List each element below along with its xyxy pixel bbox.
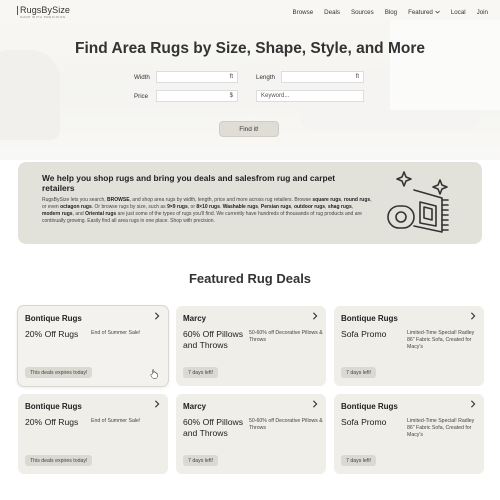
logo-tagline: SHOP WITH PRECISION — [20, 14, 66, 19]
nav-browse[interactable]: Browse — [292, 8, 314, 16]
deal-brand: Marcy — [183, 314, 207, 323]
deal-description: 50-60% off Decorative Pillows & Throws — [249, 418, 323, 432]
deal-headline: 60% Off Pillows and Throws — [183, 329, 244, 351]
deal-expiry-badge: 7 days left! — [341, 455, 376, 466]
deal-headline: 60% Off Pillows and Throws — [183, 417, 244, 439]
link-shag-rugs[interactable]: shag rugs — [327, 203, 352, 210]
deal-headline: Sofa Promo — [341, 417, 387, 427]
nav-deals[interactable]: Deals — [324, 8, 340, 16]
deal-description: End of Summer Sale! — [91, 418, 141, 424]
width-label: Width — [134, 74, 150, 81]
deal-description: End of Summer Sale! — [91, 330, 141, 336]
nav-featured-label: Featured — [408, 8, 433, 16]
price-unit: $ — [229, 93, 233, 99]
about-panel — [18, 162, 482, 244]
nav-join[interactable]: Join — [476, 8, 488, 16]
link-9x9-rugs[interactable]: 9×9 rugs — [167, 203, 188, 210]
deal-brand: Marcy — [183, 402, 207, 411]
link-8x10-rugs[interactable]: 8×10 rugs — [196, 203, 220, 210]
width-unit: ft — [229, 74, 233, 80]
link-modern-rugs[interactable]: modern rugs — [42, 210, 73, 217]
deal-headline: 20% Off Rugs — [25, 417, 79, 427]
about-title: We help you shop rugs and bring you deals and salesfrom rug and carpet retailers — [42, 173, 336, 194]
link-persian-rugs[interactable]: Persian rugs — [260, 203, 292, 210]
page-title: Find Area Rugs by Size, Shape, Style, and More — [75, 40, 425, 57]
keyword-input[interactable] — [256, 90, 364, 102]
deal-headline: 20% Off Rugs — [25, 329, 79, 339]
deal-description: Limited-Time Special! Radley 86" Fabric Sofa, Created for Macy's — [407, 418, 475, 439]
chevron-right-icon[interactable] — [312, 400, 318, 408]
chevron-right-icon[interactable] — [312, 312, 318, 320]
link-round-rugs[interactable]: round rugs — [343, 197, 371, 203]
chevron-right-icon[interactable] — [154, 400, 160, 408]
length-label: Length — [256, 74, 275, 81]
deal-card[interactable] — [334, 394, 484, 474]
deal-brand: Bontique Rugs — [341, 402, 398, 411]
deal-card[interactable] — [176, 306, 326, 386]
nav-sources[interactable]: Sources — [350, 8, 374, 16]
length-input[interactable] — [281, 71, 364, 83]
price-input[interactable] — [156, 90, 238, 102]
hand-pointer-icon — [150, 369, 158, 379]
keyword-placeholder: Keyword... — [261, 93, 290, 99]
deal-brand: Bontique Rugs — [25, 402, 82, 411]
nav-featured[interactable] — [408, 9, 440, 16]
deal-expiry-badge: 7 days left! — [183, 367, 218, 378]
link-outdoor-rugs[interactable]: outdoor rugs — [293, 203, 326, 210]
find-it-button[interactable]: Find it! — [219, 121, 279, 137]
deal-card[interactable] — [18, 394, 168, 474]
deal-description: 50-60% off Decorative Pillows & Throws — [249, 330, 323, 344]
chevron-right-icon[interactable] — [470, 400, 476, 408]
price-label: Price — [134, 93, 149, 100]
chevron-down-icon — [435, 10, 440, 14]
length-unit: ft — [355, 74, 359, 80]
deal-card[interactable] — [18, 306, 168, 386]
link-washable-rugs[interactable]: Washable rugs — [222, 203, 259, 210]
deal-card[interactable] — [334, 306, 484, 386]
featured-title: Featured Rug Deals — [188, 271, 312, 286]
deal-expiry-badge: 7 days left! — [183, 455, 218, 466]
deal-expiry-badge: 7 days left! — [341, 367, 376, 378]
chevron-right-icon[interactable] — [470, 312, 476, 320]
deal-expiry-badge: This deals expires today! — [25, 455, 92, 466]
about-text: RugsBySize lets you search, BROWSE, and shop area rugs by width, length, price and more across rug retailers. Browse square rugs, round rugs, or even octagon rugs. Or browse rugs by size, such as 9×9 rugs, or 8×10 rugs. Washable rugs, Persian rugs, outdoor rugs, shag rugs, modern rugs, and Oriental rugs are just some of the types of rugs you'll find. We currently have hundreds of thousands of rug products and are continually growing. Easily find all area rugs in one place. Shop with precision. — [42, 197, 372, 224]
chevron-right-icon[interactable] — [154, 312, 160, 320]
nav-local[interactable]: Local — [450, 8, 466, 16]
nav-blog[interactable]: Blog — [384, 8, 398, 16]
deal-expiry-badge: This deals expires today! — [25, 367, 92, 378]
link-oriental-rugs[interactable]: Oriental rugs — [85, 210, 117, 217]
deal-description: Limited-Time Special! Radley 86" Fabric Sofa, Created for Macy's — [407, 330, 475, 351]
deal-brand: Bontique Rugs — [341, 314, 398, 323]
main-nav — [282, 9, 488, 16]
logo-name: RugsBySize — [17, 6, 70, 15]
deal-card[interactable] — [176, 394, 326, 474]
width-input[interactable] — [156, 71, 238, 83]
deal-headline: Sofa Promo — [341, 329, 387, 339]
site-header — [0, 0, 500, 24]
link-browse[interactable]: BROWSE — [107, 197, 130, 203]
site-logo[interactable] — [17, 6, 70, 19]
rolled-rug-icon — [382, 168, 462, 238]
link-square-rugs[interactable]: square rugs — [312, 197, 342, 203]
link-octagon-rugs[interactable]: octagon rugs — [60, 203, 92, 210]
deal-brand: Bontique Rugs — [25, 314, 82, 323]
